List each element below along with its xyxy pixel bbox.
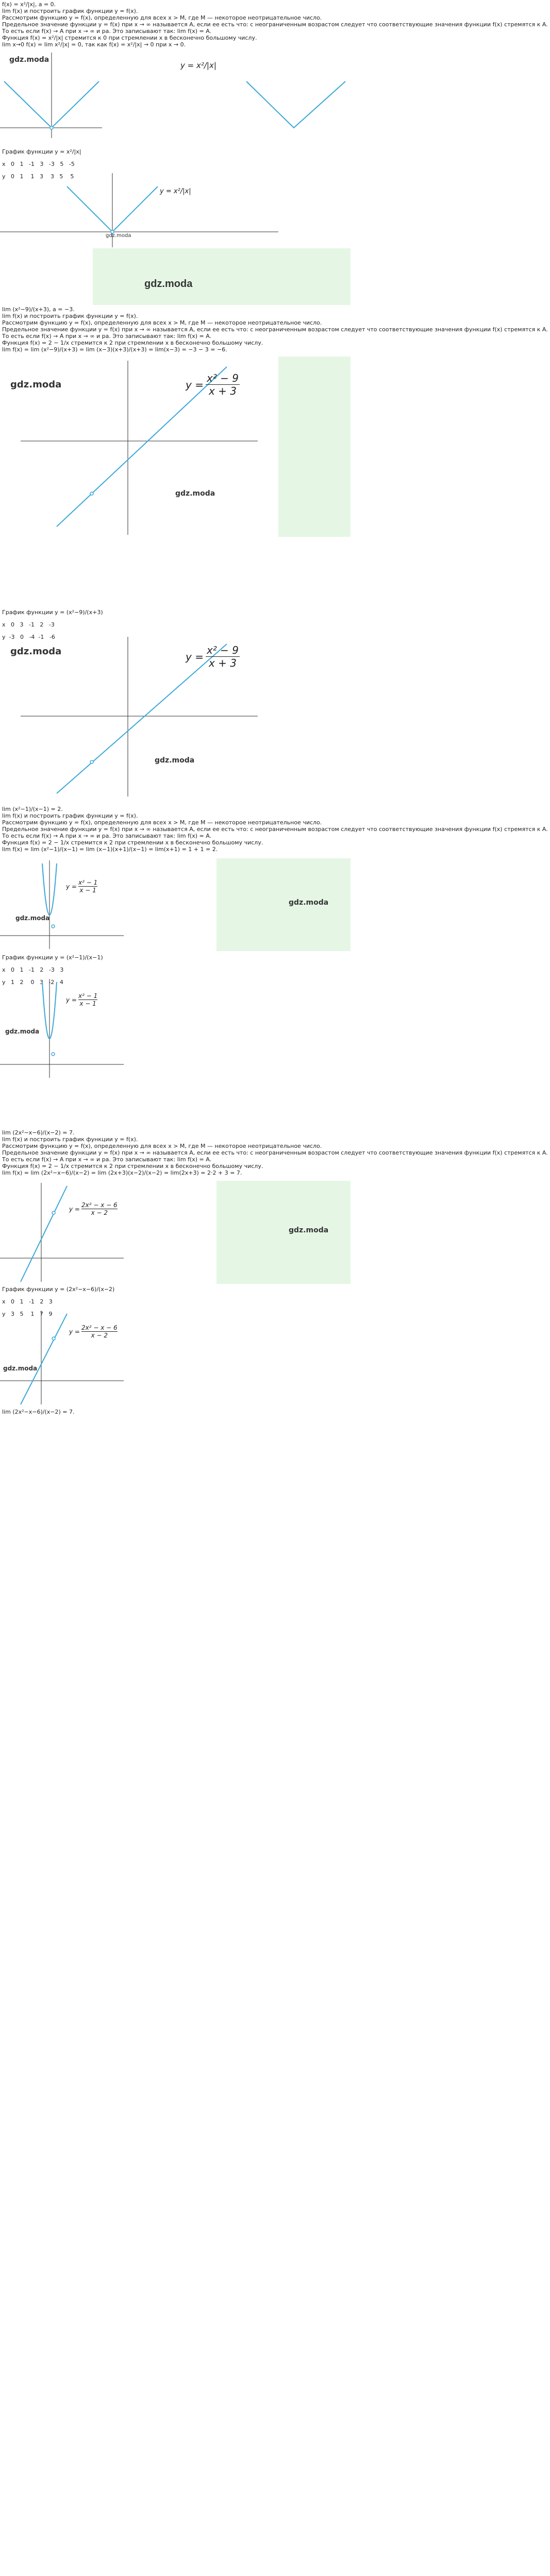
page-filler bbox=[0, 1417, 351, 2576]
line: То есть если f(x) → A при x → ∞ и pa. Это записывают так: lim f(x) = A. bbox=[2, 833, 212, 839]
line: lim f(x) = lim (x²−1)/(x−1) = lim (x−1)(x+1)/(x−1) = lim(x+1) = 1 + 1 = 2. bbox=[2, 846, 218, 853]
section-2-text bbox=[0, 306, 550, 353]
line: То есть если f(x) → A при x → ∞ и pa. Это записывают так: lim f(x) = A. bbox=[2, 1156, 212, 1163]
watermark: gdz.moda bbox=[10, 646, 62, 657]
table-title: График функции y = (2x²−x−6)/(x−2) bbox=[2, 1286, 115, 1293]
section-4-text bbox=[0, 1128, 548, 1176]
formula-numerator: x² − 1 bbox=[78, 992, 98, 999]
line: Предельное значение функции y = f(x) при x → ∞ называется A, если ее есть что: с неограниченным возрастом следует что соответствующие значения функции f(x) стремятся к A. bbox=[2, 21, 548, 28]
formula-prefix: y = bbox=[186, 378, 204, 391]
table-row-y: y 1 2 0 3 -2 4 bbox=[2, 979, 63, 986]
graph-linear-2b bbox=[0, 634, 351, 799]
table-title: График функции y = (x²−9)/(x+3) bbox=[2, 609, 103, 616]
watermark: gdz.moda bbox=[5, 1028, 40, 1035]
line: lim (2x²−x−6)/(x−2) = 7. bbox=[2, 1129, 75, 1136]
formula-denominator: x − 1 bbox=[79, 1000, 96, 1007]
line: То есть если f(x) → A при x → ∞ и pa. Это записывают так: lim f(x) = A. bbox=[2, 28, 212, 35]
section-3-text bbox=[0, 806, 550, 853]
watermark: gdz.moda bbox=[155, 756, 195, 765]
fx-label-3b: y = $\frac{\text{x² − 1}}{x - 1}$ bbox=[66, 992, 98, 1007]
formula-denominator: x − 2 bbox=[91, 1332, 108, 1339]
table-row-y: y 0 1 1 3 3 5 5 bbox=[2, 173, 74, 180]
solution-section-1 bbox=[0, 0, 548, 608]
formula-numerator: 2x² − x − 6 bbox=[81, 1324, 118, 1331]
graph-4b-wrap bbox=[0, 1309, 351, 1406]
watermark: gdz.moda bbox=[175, 489, 215, 498]
graph-abs-1 bbox=[0, 52, 103, 139]
graph-abs-1-right bbox=[242, 52, 348, 139]
formula-denominator: x − 1 bbox=[79, 887, 96, 894]
fx-label-4b: y = $\frac{\text{2x² − x − 6}}{x - 2}$ bbox=[69, 1324, 118, 1339]
line: Рассмотрим функцию y = f(x), определенную для всех x > M, где M — некоторое неотрицательное число. bbox=[2, 319, 322, 326]
table-row-x: x 0 1 -1 3 -3 5 -5 bbox=[2, 161, 75, 167]
line: Предельное значение функции y = f(x) при x → ∞ называется A, если ее есть что: с неограниченным возрастом следует что соответствующие значения функции f(x) стремятся к A. bbox=[2, 1149, 548, 1156]
fx-label-1 bbox=[180, 61, 216, 70]
formula-prefix: y = bbox=[186, 650, 204, 663]
line: lim f(x) и построить график функции y = f(x). bbox=[2, 8, 138, 14]
table-row-x: x 0 1 -1 2 3 bbox=[2, 1298, 53, 1305]
line: Рассмотрим функцию y = f(x), определенную для всех x > M, где M — некоторое неотрицательное число. bbox=[2, 14, 322, 21]
formula-numerator: x² − 1 bbox=[78, 879, 98, 886]
solution-section-2 bbox=[0, 608, 548, 1128]
graph-3a-wrap bbox=[0, 858, 351, 951]
formula-numerator: 2x² − x − 6 bbox=[81, 1201, 118, 1209]
watermark: gdz.moda bbox=[144, 278, 193, 290]
line: Функция f(x) = 2 − 1/x стремится к 2 при стремлении x в бесконечно большому числу. bbox=[2, 1163, 263, 1170]
table-title: График функции y = x²/|x| bbox=[2, 148, 81, 155]
line: Предельное значение функции y = f(x) при x → ∞ называется A, если ее есть что: с неограниченным возрастом следует что соответствующие значения функции f(x) стремятся к A. bbox=[2, 826, 548, 833]
watermark: gdz.moda bbox=[10, 379, 62, 390]
graph-2-wrap bbox=[0, 357, 351, 537]
line: lim f(x) = lim (2x²−x−6)/(x−2) = lim (2x+3)(x−2)/(x−2) = lim(2x+3) = 2·2 + 3 = 7. bbox=[2, 1170, 242, 1176]
formula-numerator: x² − 9 bbox=[206, 372, 239, 384]
line: f(x) = x²/|x|, a = 0. bbox=[2, 1, 56, 8]
graph-linear-4a bbox=[0, 1181, 351, 1284]
fx-label-1b bbox=[160, 188, 191, 195]
table-row-y: y -3 0 -4 -1 -6 bbox=[2, 634, 55, 640]
formula: y = x²/|x| bbox=[180, 61, 216, 70]
table-row-x: x 0 3 -1 2 -3 bbox=[2, 621, 55, 628]
graph-3b-wrap bbox=[0, 977, 351, 1080]
line: Функция f(x) = 2 − 1/x стремится к 2 при стремлении x в бесконечно большому числу. bbox=[2, 839, 263, 846]
fx-label-4a: y = $\frac{\text{2x² − x − 6}}{x - 2}$ bbox=[69, 1201, 118, 1216]
line: Рассмотрим функцию y = f(x), определенную для всех x > M, где M — некоторое неотрицательное число. bbox=[2, 819, 322, 826]
watermark: gdz.moda bbox=[289, 899, 329, 907]
graph-linear-4b bbox=[0, 1309, 351, 1406]
line: Предельное значение функции y = f(x) при x → ∞ называется A, если ее есть что: с неограниченным возрастом следует что соответствующие значения функции f(x) стремятся к A. bbox=[2, 326, 548, 333]
formula: y = x²/|x| bbox=[160, 188, 191, 195]
line: Функция f(x) = x²/|x| стремится к 0 при стремлении x в бесконечно большому числу. bbox=[2, 35, 257, 41]
table-title: График функции y = (x²−1)/(x−1) bbox=[2, 954, 103, 961]
fx-label-2 bbox=[186, 372, 240, 397]
line: Рассмотрим функцию y = f(x), определенную для всех x > M, где M — некоторое неотрицательное число. bbox=[2, 1143, 322, 1149]
final-line: lim (2x²−x−6)/(x−2) = 7. bbox=[2, 1409, 75, 1415]
formula-denominator: x − 2 bbox=[91, 1209, 108, 1216]
line: lim f(x) и построить график функции y = f(x). bbox=[2, 313, 138, 319]
watermark: gdz.moda bbox=[289, 1226, 329, 1234]
graph-linear-3a bbox=[0, 858, 351, 951]
watermark: gdz.moda bbox=[106, 233, 131, 239]
table-row-x: x 0 1 -1 2 -3 3 bbox=[2, 967, 64, 973]
table-row-y: y 3 5 1 7 9 bbox=[2, 1311, 53, 1317]
formula-denominator: x + 3 bbox=[208, 385, 237, 397]
line: lim f(x) и построить график функции y = f(x). bbox=[2, 812, 138, 819]
line: lim x→0 f(x) = lim x²/|x| = 0, так как f(x) = x²/|x| → 0 при x → 0. bbox=[2, 41, 186, 48]
watermark: gdz.moda bbox=[15, 914, 50, 922]
section-1-text bbox=[0, 0, 548, 48]
line: То есть если f(x) → A при x → ∞ и pa. Это записывают так: lim f(x) = A. bbox=[2, 333, 212, 340]
formula-numerator: x² − 9 bbox=[206, 644, 239, 656]
watermark-band bbox=[93, 248, 351, 305]
line: lim (x²−1)/(x−1) = 2. bbox=[2, 806, 63, 812]
solution-section-4 bbox=[0, 1128, 548, 1417]
line: lim (x²−9)/(x+3), a = −3. bbox=[2, 306, 75, 313]
line: lim f(x) и построить график функции y = f(x). bbox=[2, 1136, 138, 1143]
fx-label-2b bbox=[186, 644, 240, 669]
graph-linear-3b bbox=[0, 977, 351, 1080]
watermark: gdz.moda bbox=[3, 1365, 38, 1372]
fx-label-3a: y = $\frac{\text{x² − 1}}{x - 1}$ bbox=[66, 879, 98, 894]
graph-linear-2 bbox=[0, 357, 351, 537]
watermark: gdz.moda bbox=[9, 56, 49, 64]
formula-denominator: x + 3 bbox=[208, 657, 237, 669]
graph-4a-wrap bbox=[0, 1181, 351, 1284]
graph-abs-2 bbox=[0, 171, 351, 248]
line: Функция f(x) = 2 − 1/x стремится к 2 при стремлении x в бесконечно большому числу. bbox=[2, 340, 263, 346]
line: lim f(x) = lim (x²−9)/(x+3) = lim (x−3)(x+3)/(x+3) = lim(x−3) = −3 − 3 = −6. bbox=[2, 346, 227, 353]
graph-2b-wrap bbox=[0, 634, 351, 799]
